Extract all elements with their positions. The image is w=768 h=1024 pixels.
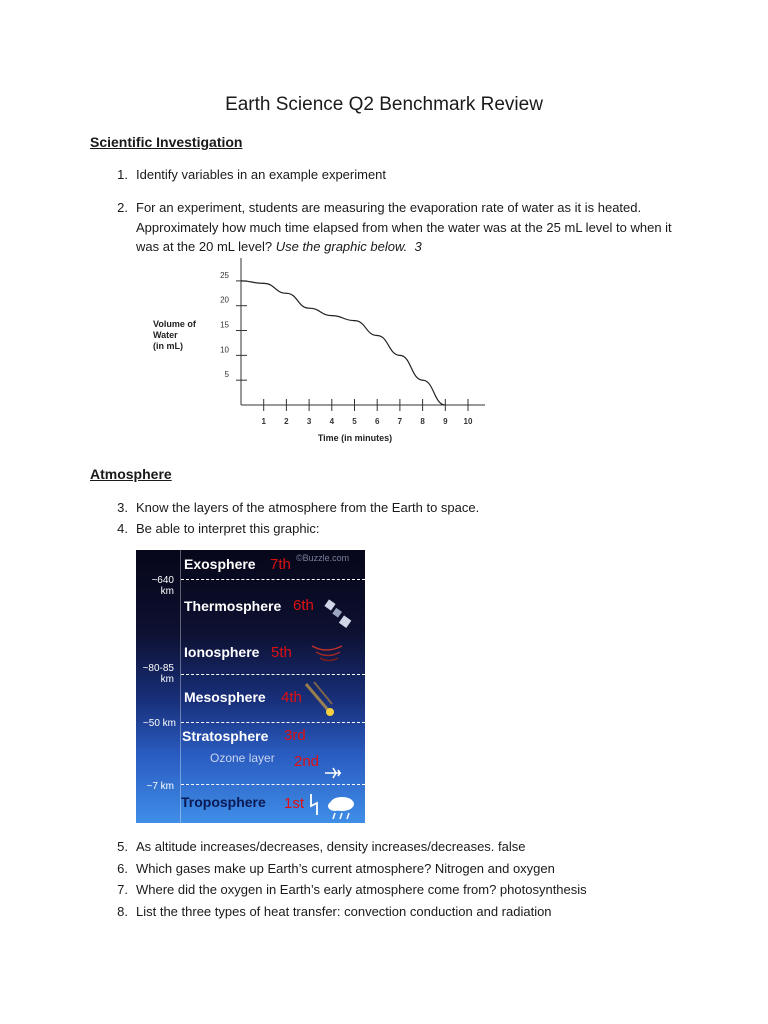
watermark: ©Buzzle.com	[296, 553, 350, 563]
data-point	[422, 380, 423, 381]
lightning-icon	[308, 793, 320, 817]
item-text: For an experiment, students are measuring the evaporation rate of water as it is heated. Approximately how much time elapsed from when the water was at the 25 mL level to when it was at the 20 mL level?	[136, 200, 672, 254]
y-tick-label: 25	[220, 270, 229, 280]
y-tick-label: 10	[220, 345, 229, 355]
x-tick-label: 9	[443, 417, 448, 426]
cloud-rain-icon	[326, 794, 358, 822]
x-tick-label: 6	[374, 417, 380, 426]
x-tick-label: 3	[306, 417, 312, 426]
list-item	[110, 519, 690, 539]
list-item	[110, 165, 690, 185]
layer-name-thermosphere: Thermosphere	[184, 598, 282, 614]
item-text: Where did the oxygen in Earth’s early atmosphere come from? photosynthesis	[136, 882, 587, 897]
list-item	[110, 880, 690, 900]
x-axis-label: Time (in minutes)	[317, 433, 393, 443]
x-tick-label: 10	[463, 417, 473, 426]
layer-rank: 5th	[271, 644, 292, 661]
data-point	[309, 308, 310, 309]
atmosphere-layers-graphic	[136, 550, 365, 823]
data-point	[263, 283, 264, 284]
item-text-container	[136, 198, 690, 257]
item-number: 5.	[117, 839, 128, 854]
list-item	[110, 902, 690, 922]
layer-name-mesosphere: Mesosphere	[184, 689, 266, 705]
y-axis-label-line2: Water	[153, 330, 178, 340]
airplane-icon	[324, 765, 342, 781]
layer-name-stratosphere: Stratosphere	[182, 728, 269, 744]
item-number: 8.	[117, 904, 128, 919]
list-item	[110, 498, 690, 518]
layer-name-troposphere: Troposphere	[181, 794, 266, 810]
section-heading-atmosphere: Atmosphere	[90, 466, 172, 482]
altitude-axis-line	[180, 550, 181, 823]
meteor-icon	[302, 680, 342, 724]
data-point	[240, 280, 241, 281]
x-tick-label: 8	[420, 417, 425, 426]
plot-area	[220, 258, 485, 426]
list-item	[110, 198, 690, 257]
series-line-volume	[241, 281, 445, 405]
layer-boundary	[181, 674, 365, 675]
layer-rank: 4th	[281, 689, 302, 706]
item-answer: 3	[414, 239, 422, 254]
list-item	[110, 837, 690, 857]
layer-rank: 1st	[284, 795, 305, 812]
item-text: Be able to interpret this graphic:	[136, 521, 320, 536]
x-tick-label: 5	[352, 417, 357, 426]
item-text: Which gases make up Earth’s current atmosphere? Nitrogen and oxygen	[136, 861, 555, 876]
page-title: Earth Science Q2 Benchmark Review	[225, 94, 543, 115]
item-text: As altitude increases/decreases, density increases/decreases. false	[136, 839, 526, 854]
data-point	[286, 293, 287, 294]
layer-rank: 2nd	[294, 753, 320, 770]
item-number: 3.	[117, 500, 128, 515]
satellite-icon	[324, 597, 354, 633]
data-point	[399, 355, 400, 356]
x-tick-label: 1	[261, 417, 266, 426]
layer-rank: 7th	[270, 556, 291, 573]
y-axis-label-line1: Volume of	[153, 319, 196, 329]
x-tick-label: 2	[284, 417, 289, 426]
item-number: 4.	[117, 521, 128, 536]
layer-name-ionosphere: Ionosphere	[184, 644, 260, 660]
item-number: 7.	[117, 882, 128, 897]
data-point	[445, 404, 446, 405]
data-point	[377, 335, 378, 336]
altitude-label: ~7 km	[146, 781, 174, 792]
layer-name-exosphere: Exosphere	[184, 556, 256, 572]
layer-boundary	[181, 579, 365, 580]
y-tick-label: 15	[220, 320, 229, 330]
aurora-waves-icon	[308, 640, 348, 664]
y-tick-label: 20	[220, 295, 229, 305]
altitude-label: ~640 km	[151, 575, 174, 597]
y-tick-label: 5	[224, 370, 229, 380]
x-tick-label: 7	[397, 417, 403, 426]
item-number: 1.	[117, 167, 128, 182]
x-tick-label: 4	[329, 417, 335, 426]
layer-name-ozone: Ozone layer	[210, 751, 275, 765]
item-text: Know the layers of the atmosphere from the Earth to space.	[136, 500, 480, 515]
item-italic-text: Use the graphic below.	[275, 239, 408, 254]
layer-boundary	[181, 784, 365, 785]
altitude-label: ~50 km	[142, 718, 176, 729]
y-axis-label-line3: (in mL)	[153, 341, 183, 351]
layer-rank: 3rd	[284, 727, 306, 744]
section-heading-scientific-investigation: Scientific Investigation	[90, 134, 243, 150]
data-point	[354, 320, 355, 321]
data-point	[331, 315, 332, 316]
evaporation-line-chart	[150, 255, 500, 455]
item-text: Identify variables in an example experiment	[136, 167, 387, 182]
altitude-label: ~80-85 km	[142, 663, 174, 685]
item-text: List the three types of heat transfer: convection conduction and radiation	[136, 904, 552, 919]
list-item	[110, 859, 690, 879]
layer-rank: 6th	[293, 597, 314, 614]
item-number: 6.	[117, 861, 128, 876]
item-number: 2.	[117, 200, 128, 215]
